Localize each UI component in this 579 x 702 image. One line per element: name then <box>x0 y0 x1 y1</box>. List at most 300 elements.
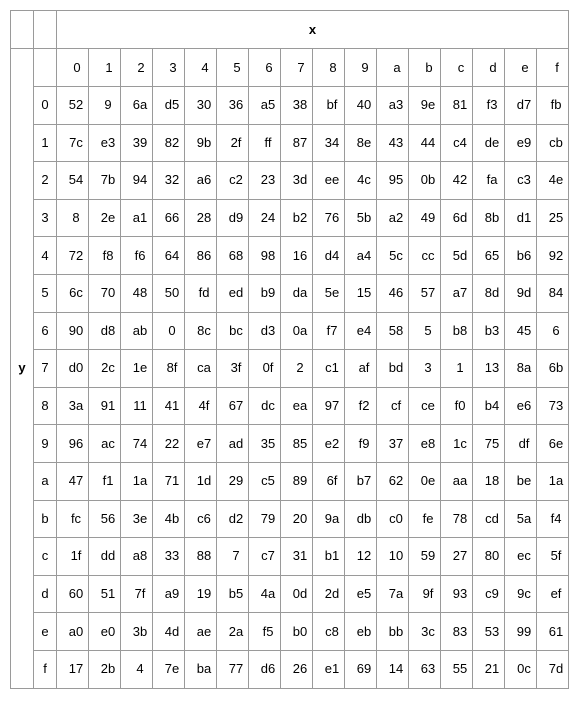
row-header: 7 <box>34 350 57 388</box>
table-cell: 10 <box>377 538 409 576</box>
table-row <box>11 500 569 538</box>
table-body <box>11 11 569 689</box>
table-cell: b4 <box>473 387 505 425</box>
table-cell: d6 <box>249 650 281 688</box>
table-cell: 2d <box>313 575 345 613</box>
row-header: d <box>34 575 57 613</box>
table-cell: b2 <box>281 199 313 237</box>
table-cell: 55 <box>441 650 473 688</box>
table-cell: 7c <box>57 124 89 162</box>
column-header: 1 <box>89 49 121 87</box>
table-cell: 0a <box>281 312 313 350</box>
table-cell: f4 <box>537 500 569 538</box>
table-cell: c7 <box>249 538 281 576</box>
table-cell: d0 <box>57 350 89 388</box>
table-cell: a8 <box>121 538 153 576</box>
table-cell: a4 <box>345 237 377 275</box>
table-cell: 99 <box>505 613 537 651</box>
table-cell: be <box>505 462 537 500</box>
row-header: a <box>34 462 57 500</box>
table-cell: c0 <box>377 500 409 538</box>
table-cell: 3a <box>57 387 89 425</box>
sbox-table <box>10 10 569 689</box>
table-cell: d5 <box>153 87 185 125</box>
table-cell: 4 <box>121 650 153 688</box>
column-header: 6 <box>249 49 281 87</box>
corner-cell <box>34 11 57 49</box>
table-cell: 5 <box>409 312 441 350</box>
corner-cell <box>11 11 34 49</box>
column-header: 5 <box>217 49 249 87</box>
table-cell: ee <box>313 162 345 200</box>
row-header: 4 <box>34 237 57 275</box>
table-cell: 8a <box>505 350 537 388</box>
row-header: c <box>34 538 57 576</box>
table-cell: 4d <box>153 613 185 651</box>
column-header: e <box>505 49 537 87</box>
table-cell: cd <box>473 500 505 538</box>
table-cell: f7 <box>313 312 345 350</box>
row-header: f <box>34 650 57 688</box>
row-header: 9 <box>34 425 57 463</box>
table-cell: fb <box>537 87 569 125</box>
table-cell: 0 <box>153 312 185 350</box>
table-row <box>11 312 569 350</box>
table-row <box>11 124 569 162</box>
table-cell: 71 <box>153 462 185 500</box>
table-cell: ab <box>121 312 153 350</box>
table-cell: 16 <box>281 237 313 275</box>
column-header: c <box>441 49 473 87</box>
table-cell: d4 <box>313 237 345 275</box>
table-cell: c4 <box>441 124 473 162</box>
table-cell: 57 <box>409 274 441 312</box>
table-cell: 4b <box>153 500 185 538</box>
table-cell: d1 <box>505 199 537 237</box>
corner-cell <box>34 49 57 87</box>
table-cell: a0 <box>57 613 89 651</box>
table-cell: 9d <box>505 274 537 312</box>
table-cell: 7a <box>377 575 409 613</box>
table-cell: 2 <box>281 350 313 388</box>
table-cell: c3 <box>505 162 537 200</box>
table-cell: a5 <box>249 87 281 125</box>
table-cell: ae <box>185 613 217 651</box>
table-cell: 7d <box>537 650 569 688</box>
table-cell: 30 <box>185 87 217 125</box>
table-cell: 7e <box>153 650 185 688</box>
table-row <box>11 162 569 200</box>
table-cell: a6 <box>185 162 217 200</box>
table-cell: 7f <box>121 575 153 613</box>
table-cell: 17 <box>57 650 89 688</box>
table-cell: fc <box>57 500 89 538</box>
table-cell: 63 <box>409 650 441 688</box>
table-cell: fa <box>473 162 505 200</box>
table-cell: 8b <box>473 199 505 237</box>
table-cell: 2a <box>217 613 249 651</box>
table-cell: 4f <box>185 387 217 425</box>
column-header: 3 <box>153 49 185 87</box>
table-cell: 11 <box>121 387 153 425</box>
table-cell: c8 <box>313 613 345 651</box>
table-cell: 19 <box>185 575 217 613</box>
table-cell: 6a <box>121 87 153 125</box>
table-cell: f1 <box>89 462 121 500</box>
table-cell: 6f <box>313 462 345 500</box>
table-cell: 1f <box>57 538 89 576</box>
table-cell: 52 <box>57 87 89 125</box>
row-header: b <box>34 500 57 538</box>
table-cell: 2e <box>89 199 121 237</box>
table-cell: 58 <box>377 312 409 350</box>
table-cell: 8d <box>473 274 505 312</box>
table-cell: ce <box>409 387 441 425</box>
table-cell: f5 <box>249 613 281 651</box>
table-cell: 0f <box>249 350 281 388</box>
table-cell: 21 <box>473 650 505 688</box>
table-cell: 2f <box>217 124 249 162</box>
row-header: 1 <box>34 124 57 162</box>
table-row <box>11 387 569 425</box>
table-cell: e0 <box>89 613 121 651</box>
table-cell: 5e <box>313 274 345 312</box>
table-cell: 79 <box>249 500 281 538</box>
table-cell: fe <box>409 500 441 538</box>
table-cell: b1 <box>313 538 345 576</box>
table-cell: aa <box>441 462 473 500</box>
table-cell: e8 <box>409 425 441 463</box>
table-cell: f8 <box>89 237 121 275</box>
column-header: a <box>377 49 409 87</box>
table-cell: 34 <box>313 124 345 162</box>
table-cell: da <box>281 274 313 312</box>
table-cell: d7 <box>505 87 537 125</box>
table-cell: 49 <box>409 199 441 237</box>
table-cell: 5b <box>345 199 377 237</box>
table-cell: 74 <box>121 425 153 463</box>
table-row <box>11 199 569 237</box>
table-cell: 32 <box>153 162 185 200</box>
table-cell: 25 <box>537 199 569 237</box>
table-cell: 82 <box>153 124 185 162</box>
table-cell: b8 <box>441 312 473 350</box>
table-cell: 95 <box>377 162 409 200</box>
table-cell: 98 <box>249 237 281 275</box>
table-cell: 9e <box>409 87 441 125</box>
table-cell: 1e <box>121 350 153 388</box>
table-cell: e1 <box>313 650 345 688</box>
table-cell: 62 <box>377 462 409 500</box>
table-cell: 26 <box>281 650 313 688</box>
table-cell: 3b <box>121 613 153 651</box>
table-cell: dd <box>89 538 121 576</box>
table-cell: 91 <box>89 387 121 425</box>
column-header: 2 <box>121 49 153 87</box>
table-cell: d9 <box>217 199 249 237</box>
table-cell: 43 <box>377 124 409 162</box>
column-header: d <box>473 49 505 87</box>
table-cell: 24 <box>249 199 281 237</box>
table-cell: fd <box>185 274 217 312</box>
table-cell: 8f <box>153 350 185 388</box>
table-cell: 35 <box>249 425 281 463</box>
table-cell: 87 <box>281 124 313 162</box>
row-header: 8 <box>34 387 57 425</box>
row-header: 0 <box>34 87 57 125</box>
table-cell: 93 <box>441 575 473 613</box>
table-cell: 65 <box>473 237 505 275</box>
table-cell: 48 <box>121 274 153 312</box>
table-cell: bf <box>313 87 345 125</box>
table-cell: 47 <box>57 462 89 500</box>
table-row <box>11 538 569 576</box>
table-cell: 7b <box>89 162 121 200</box>
table-cell: 73 <box>537 387 569 425</box>
table-cell: 8e <box>345 124 377 162</box>
table-cell: 68 <box>217 237 249 275</box>
table-cell: 3 <box>409 350 441 388</box>
table-cell: 69 <box>345 650 377 688</box>
table-row <box>11 237 569 275</box>
table-cell: 78 <box>441 500 473 538</box>
table-cell: 4c <box>345 162 377 200</box>
y-axis-label: y <box>11 49 34 689</box>
table-cell: 6 <box>537 312 569 350</box>
table-cell: 0b <box>409 162 441 200</box>
table-cell: ec <box>505 538 537 576</box>
table-cell: 4e <box>537 162 569 200</box>
table-cell: 59 <box>409 538 441 576</box>
table-cell: 41 <box>153 387 185 425</box>
table-row <box>11 274 569 312</box>
table-cell: 5d <box>441 237 473 275</box>
table-cell: c1 <box>313 350 345 388</box>
table-cell: c2 <box>217 162 249 200</box>
table-cell: bc <box>217 312 249 350</box>
table-row <box>11 350 569 388</box>
table-cell: 20 <box>281 500 313 538</box>
table-cell: d2 <box>217 500 249 538</box>
row-header: 3 <box>34 199 57 237</box>
table-cell: a7 <box>441 274 473 312</box>
table-cell: ba <box>185 650 217 688</box>
column-header: 0 <box>57 49 89 87</box>
table-cell: eb <box>345 613 377 651</box>
table-cell: a3 <box>377 87 409 125</box>
table-cell: ca <box>185 350 217 388</box>
table-cell: df <box>505 425 537 463</box>
table-cell: ed <box>217 274 249 312</box>
table-cell: c5 <box>249 462 281 500</box>
table-cell: 92 <box>537 237 569 275</box>
table-cell: 6d <box>441 199 473 237</box>
table-cell: 83 <box>441 613 473 651</box>
table-cell: 96 <box>57 425 89 463</box>
table-cell: 38 <box>281 87 313 125</box>
table-cell: 9f <box>409 575 441 613</box>
table-cell: 89 <box>281 462 313 500</box>
table-cell: 9c <box>505 575 537 613</box>
table-row <box>11 462 569 500</box>
table-cell: e4 <box>345 312 377 350</box>
column-header-row <box>11 49 569 87</box>
table-cell: 76 <box>313 199 345 237</box>
table-cell: 60 <box>57 575 89 613</box>
table-cell: 84 <box>537 274 569 312</box>
column-header: 8 <box>313 49 345 87</box>
table-cell: 9b <box>185 124 217 162</box>
table-cell: b6 <box>505 237 537 275</box>
table-cell: 23 <box>249 162 281 200</box>
table-cell: 39 <box>121 124 153 162</box>
table-cell: f3 <box>473 87 505 125</box>
table-cell: 70 <box>89 274 121 312</box>
table-cell: 56 <box>89 500 121 538</box>
table-cell: d8 <box>89 312 121 350</box>
table-cell: 5f <box>537 538 569 576</box>
table-cell: 2b <box>89 650 121 688</box>
table-cell: b0 <box>281 613 313 651</box>
table-cell: 45 <box>505 312 537 350</box>
column-header: 7 <box>281 49 313 87</box>
table-cell: 13 <box>473 350 505 388</box>
table-cell: b7 <box>345 462 377 500</box>
table-cell: 80 <box>473 538 505 576</box>
table-cell: f6 <box>121 237 153 275</box>
table-cell: 3d <box>281 162 313 200</box>
table-cell: 50 <box>153 274 185 312</box>
table-cell: 51 <box>89 575 121 613</box>
table-cell: 3f <box>217 350 249 388</box>
table-cell: 72 <box>57 237 89 275</box>
table-row <box>11 650 569 688</box>
table-cell: 6c <box>57 274 89 312</box>
table-cell: 8c <box>185 312 217 350</box>
table-cell: 44 <box>409 124 441 162</box>
table-cell: c6 <box>185 500 217 538</box>
table-cell: 97 <box>313 387 345 425</box>
table-cell: 28 <box>185 199 217 237</box>
table-cell: cb <box>537 124 569 162</box>
table-cell: 1a <box>121 462 153 500</box>
table-row <box>11 575 569 613</box>
table-cell: bb <box>377 613 409 651</box>
table-cell: af <box>345 350 377 388</box>
table-cell: 37 <box>377 425 409 463</box>
table-cell: 53 <box>473 613 505 651</box>
table-cell: 40 <box>345 87 377 125</box>
table-cell: 85 <box>281 425 313 463</box>
table-cell: 77 <box>217 650 249 688</box>
table-cell: 15 <box>345 274 377 312</box>
table-cell: 81 <box>441 87 473 125</box>
column-header: b <box>409 49 441 87</box>
table-cell: ad <box>217 425 249 463</box>
table-cell: 1a <box>537 462 569 500</box>
table-cell: f9 <box>345 425 377 463</box>
table-cell: 3c <box>409 613 441 651</box>
table-cell: a9 <box>153 575 185 613</box>
row-header: 6 <box>34 312 57 350</box>
column-header: 4 <box>185 49 217 87</box>
table-cell: e6 <box>505 387 537 425</box>
table-cell: d3 <box>249 312 281 350</box>
table-cell: 2c <box>89 350 121 388</box>
table-row <box>11 613 569 651</box>
table-cell: f0 <box>441 387 473 425</box>
x-header-row <box>11 11 569 49</box>
table-cell: 88 <box>185 538 217 576</box>
column-header: f <box>537 49 569 87</box>
table-cell: c9 <box>473 575 505 613</box>
table-cell: 42 <box>441 162 473 200</box>
table-cell: 61 <box>537 613 569 651</box>
table-cell: 27 <box>441 538 473 576</box>
table-cell: 75 <box>473 425 505 463</box>
table-cell: ea <box>281 387 313 425</box>
table-cell: de <box>473 124 505 162</box>
table-cell: b5 <box>217 575 249 613</box>
table-cell: 36 <box>217 87 249 125</box>
table-cell: 46 <box>377 274 409 312</box>
table-cell: 64 <box>153 237 185 275</box>
table-cell: 8 <box>57 199 89 237</box>
table-row <box>11 87 569 125</box>
table-cell: 6b <box>537 350 569 388</box>
row-header: e <box>34 613 57 651</box>
table-cell: 90 <box>57 312 89 350</box>
table-cell: 0c <box>505 650 537 688</box>
table-cell: 12 <box>345 538 377 576</box>
table-cell: db <box>345 500 377 538</box>
table-cell: ff <box>249 124 281 162</box>
table-cell: 29 <box>217 462 249 500</box>
table-cell: 4a <box>249 575 281 613</box>
table-cell: cf <box>377 387 409 425</box>
table-cell: 94 <box>121 162 153 200</box>
table-cell: 0e <box>409 462 441 500</box>
table-cell: 31 <box>281 538 313 576</box>
table-cell: 9 <box>89 87 121 125</box>
table-cell: b9 <box>249 274 281 312</box>
table-cell: b3 <box>473 312 505 350</box>
table-cell: a2 <box>377 199 409 237</box>
table-cell: 0d <box>281 575 313 613</box>
table-cell: e2 <box>313 425 345 463</box>
table-cell: 14 <box>377 650 409 688</box>
table-cell: a1 <box>121 199 153 237</box>
table-cell: 1 <box>441 350 473 388</box>
table-cell: ac <box>89 425 121 463</box>
table-row <box>11 425 569 463</box>
table-cell: ef <box>537 575 569 613</box>
table-cell: dc <box>249 387 281 425</box>
table-cell: e3 <box>89 124 121 162</box>
table-cell: 22 <box>153 425 185 463</box>
table-cell: 33 <box>153 538 185 576</box>
table-cell: e9 <box>505 124 537 162</box>
table-cell: 67 <box>217 387 249 425</box>
row-header: 2 <box>34 162 57 200</box>
column-header: 9 <box>345 49 377 87</box>
table-cell: 3e <box>121 500 153 538</box>
row-header: 5 <box>34 274 57 312</box>
table-cell: 7 <box>217 538 249 576</box>
table-cell: 5c <box>377 237 409 275</box>
table-cell: 1c <box>441 425 473 463</box>
x-axis-label: x <box>57 11 569 49</box>
